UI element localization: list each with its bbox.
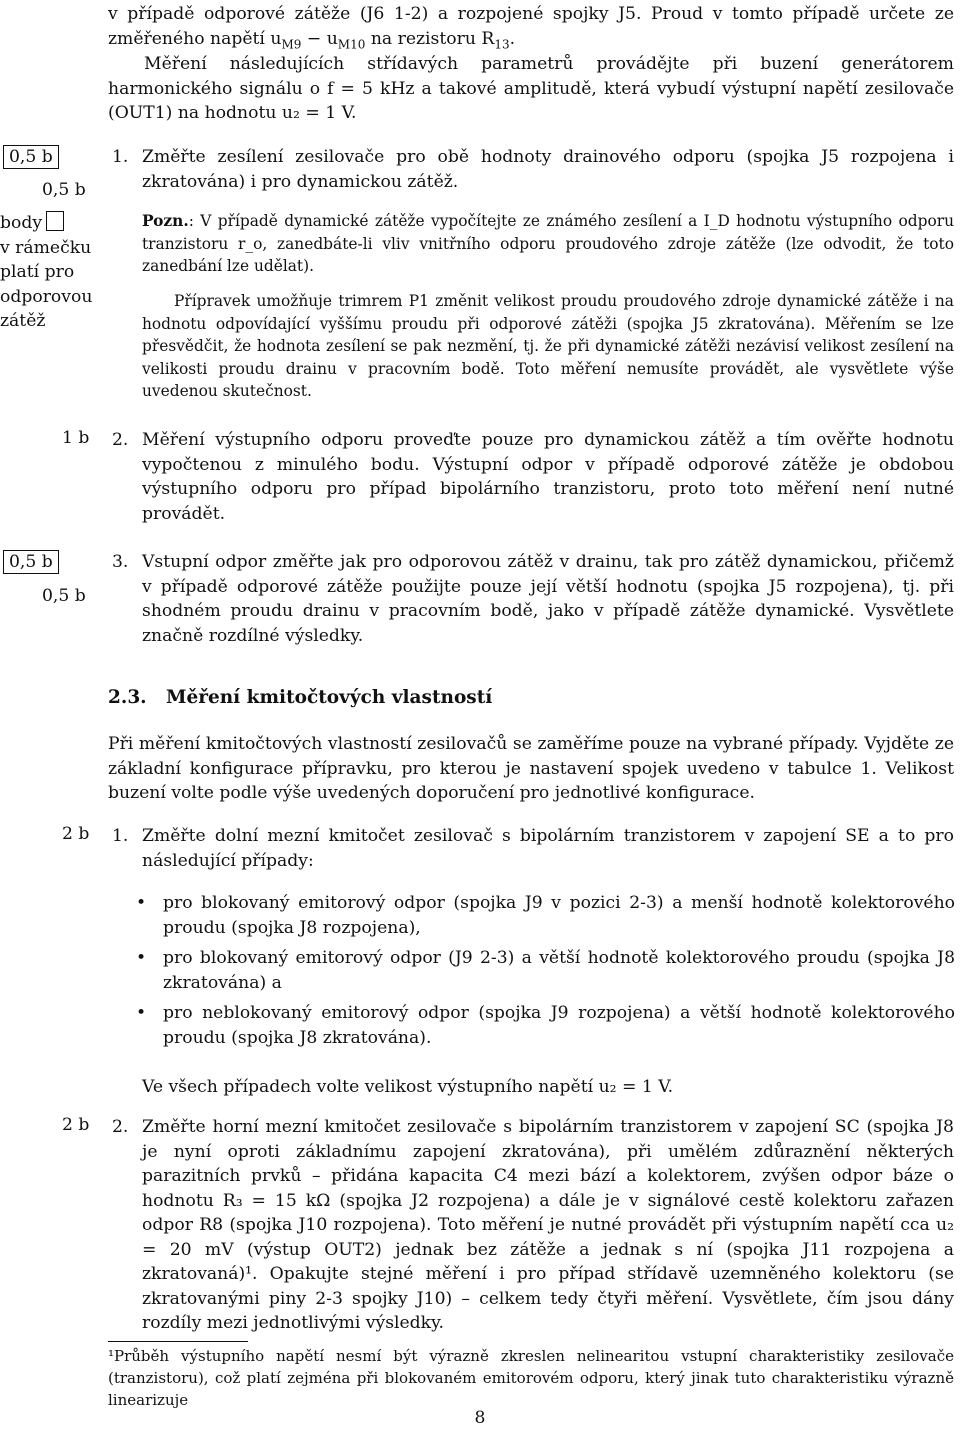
note-text: : V případě dynamické zátěže vypočítejte ze známého zesílení a I_D hodnotu výstupního odporu tranzistoru r_o, zanedbáte-li vliv vnitřního odporu proudového zdroje zátěže (lze odvodit, že toto zanedbání lze udělat). — [142, 212, 954, 275]
item-number: 2. — [112, 430, 129, 450]
item-number: 2. — [112, 1117, 129, 1137]
intro-text: v případě odporové zátěže (J6 1-2) a rozpojené spojky J5. Proud v tomto případě určete ze změřeného napětí u — [108, 4, 954, 49]
note-paragraph — [142, 210, 954, 278]
points-label: 0,5 b — [42, 180, 86, 200]
intro-sub-m9: M9 — [281, 36, 302, 51]
task-item-5 — [112, 1115, 954, 1336]
section-heading — [108, 687, 492, 708]
intro-paragraph — [108, 2, 954, 56]
item-text: Změřte zesílení zesilovače pro obě hodnoty drainového odporu (spojka J5 rozpojena i zkratována) i pro dynamickou zátěž. — [142, 147, 954, 192]
footnote: ¹Průběh výstupního napětí nesmí být výrazně zkreslen nelinearitou vstupní charakteristiky zesilovače (tranzistoru), což platí zejména při blokovaném emitorovém odporu, který jinak tuto charakteristiku výrazně linearizuje — [108, 1347, 954, 1409]
intro-sub-13: 13 — [494, 36, 510, 51]
measurement-paragraph: Měření následujících střídavých parametrů provádějte při buzení generátorem harmonického signálu o f = 5 kHz a takové amplitudě, která vybudí výstupní napětí zesilovače (OUT1) na hodnotu u₂ = 1 V. — [108, 54, 954, 123]
points-label: 1 b — [62, 428, 90, 448]
sidebar-line: zátěž — [0, 311, 46, 331]
section-intro: Při měření kmitočtových vlastností zesilovačů se zaměříme pouze na vybrané případy. Vyjděte ze základní konfigurace přípravku, pro kterou je nastavení spojek uvedeno v tabulce 1. Velikost buzení volte podle výše uvedených doporučení pro jednotlivé konfigurace. — [108, 734, 954, 803]
points-label: 2 b — [62, 824, 90, 844]
sidebar-line: platí pro — [0, 262, 75, 282]
item-number: 1. — [112, 826, 129, 846]
intro-minus: − u — [301, 28, 338, 49]
item-text: Změřte dolní mezní kmitočet zesilovač s bipolárním tranzistorem v zapojení SE a to pro následující případy: — [142, 826, 954, 871]
sidebar-note — [0, 211, 106, 334]
points-box: 0,5 b — [3, 550, 59, 574]
footnote-rule — [108, 1341, 248, 1342]
note-paragraph-2: Přípravek umožňuje trimrem P1 změnit velikost proudu proudového zdroje dynamické zátěže i na hodnotu odpovídající vyššímu proudu při odporové zátěži (spojka J5 zkratována). Měřením se lze přesvědčit, že hodnota zesílení se pak nezmění, tj. že při dynamické zátěži nezávisí velikost zesílení na velikosti proudu drainu v pracovním bodě. Toto měření nemusíte provádět, ale vysvětlete výše uvedenou skutečnost. — [142, 292, 954, 400]
sidebar-body-word: body — [0, 213, 43, 233]
case-list — [163, 891, 955, 1056]
item-number: 3. — [112, 552, 129, 572]
page-number: 8 — [474, 1408, 486, 1428]
sidebar-line: odporovou — [0, 286, 93, 307]
intro-sub-m10: M10 — [337, 36, 366, 51]
sidebar-line: v rámečku — [0, 237, 92, 258]
closing-sentence: Ve všech případech volte velikost výstupního napětí u₂ = 1 V. — [142, 1077, 674, 1097]
list-item: • pro neblokovaný emitorový odpor (spojka J9 rozpojena) a větší hodnotě kolektorového proudu (spojka J8 zkratována). — [163, 1001, 955, 1050]
section-title: Měření kmitočtových vlastností — [165, 687, 493, 708]
item-text: Vstupní odpor změřte jak pro odporovou zátěž v drainu, tak pro zátěž dynamickou, přičemž v případě odporové zátěže použijte pouze její větší hodnotu (spojka J5 rozpojena), tj. při shodném proudu drainu v pracovním bodě, jako v případě zátěže dynamické. Vysvětlete značně rozdílné výsledky. — [142, 552, 954, 646]
list-item: • pro blokovaný emitorový odpor (spojka J9 v pozici 2-3) a menší hodnotě kolektorového proudu (spojka J8 rozpojena), — [163, 891, 955, 940]
intro-end: . — [509, 28, 516, 49]
item-number: 1. — [112, 147, 129, 167]
task-item-1 — [112, 145, 954, 194]
note-label: Pozn. — [142, 212, 189, 230]
sidebar-box-icon — [46, 211, 64, 231]
task-item-2 — [112, 428, 954, 526]
item-text: Změřte horní mezní kmitočet zesilovače s bipolárním tranzistorem v zapojení SC (spojka J8 je nyní oproti základnímu zapojení zkratována), při umělém zdůraznění některých parazitních prvků – přidána kapacita C4 mezi bází a kolektorem, zvýšen odpor báze o hodnotu R₃ = 15 kΩ (spojka J2 rozpojena) a dále je v signálové cestě kolektoru zařazen odpor R8 (spojka J10 rozpojena). Toto měření je nutné provádět při výstupním napětí cca u₂ = 20 mV (výstup OUT2) jednak bez zátěže a jednak s ní (spojka J11 rozpojena a zkratovaná)¹. Opakujte stejné měření i pro případ střídavě uzemněného kolektoru (se zkratovanými piny 2-3 spojky J10) – celkem tedy čtyři měření. Vysvětlete, čím jsou dány rozdíly mezi jednotlivými výsledky. — [142, 1117, 954, 1333]
task-item-3 — [112, 550, 954, 648]
points-box: 0,5 b — [3, 145, 59, 169]
item-text: Měření výstupního odporu proveďte pouze pro dynamickou zátěž a tím ověřte hodnotu vypočtenou z minulého bodu. Výstupní odpor v případě odporové zátěže je obdobou výstupního odporu pro případ bipolárního tranzistoru, proto toto měření není nutné provádět. — [142, 430, 954, 524]
section-number: 2.3. — [108, 687, 147, 708]
intro-resistor: na rezistoru R — [365, 28, 495, 49]
points-label: 0,5 b — [42, 586, 86, 606]
task-item-4 — [112, 824, 954, 873]
points-label: 2 b — [62, 1115, 90, 1135]
list-item: • pro blokovaný emitorový odpor (J9 2-3) a větší hodnotě kolektorového proudu (spojka J8 zkratována) a — [163, 946, 955, 995]
